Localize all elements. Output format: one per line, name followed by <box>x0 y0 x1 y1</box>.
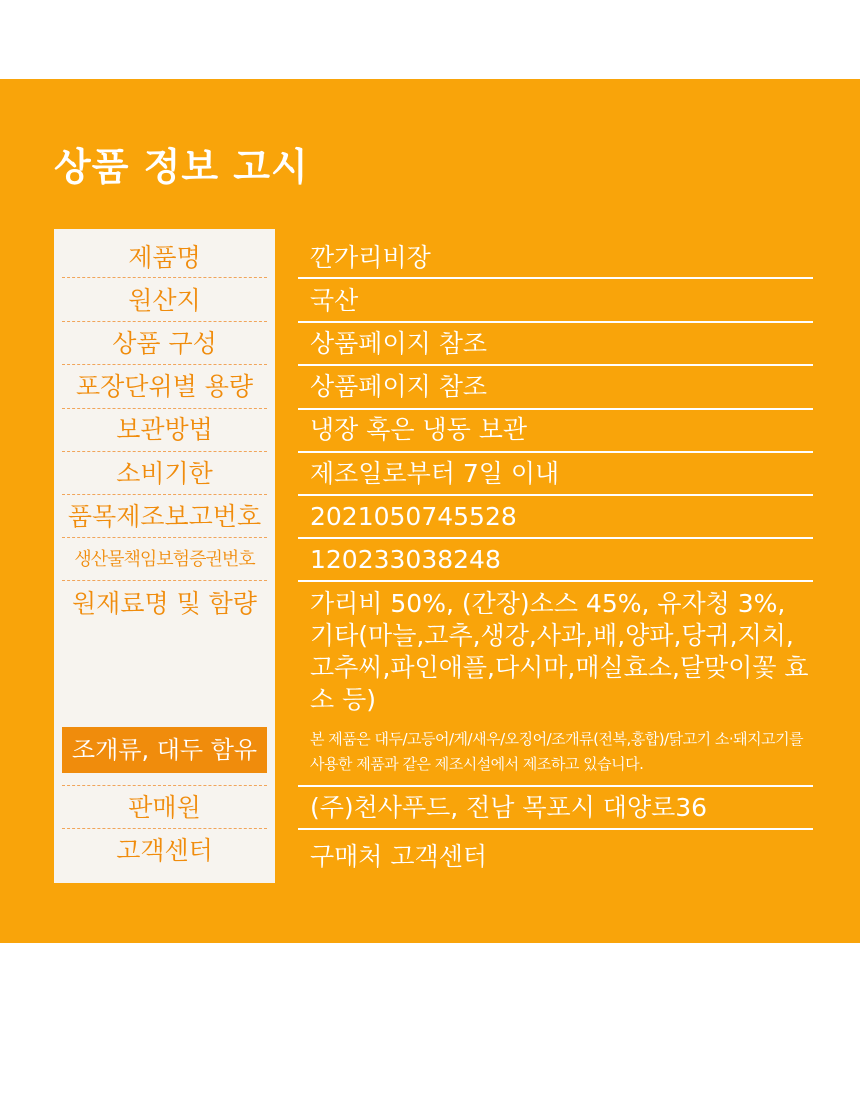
divider <box>62 451 267 452</box>
label-insurance-number: 생산물책임보험증권번호 <box>74 549 255 570</box>
divider <box>62 785 267 786</box>
divider <box>62 277 267 278</box>
label-seller: 판매원 <box>128 793 201 822</box>
value-report-number: 2021050745528 <box>310 502 517 531</box>
row-separator <box>298 277 813 279</box>
allergen-badge: 조개류, 대두 함유 <box>62 727 267 773</box>
divider <box>62 828 267 829</box>
value-product-name: 깐가리비장 <box>310 243 431 272</box>
value-expiry: 제조일로부터 7일 이내 <box>310 459 560 488</box>
label-ingredients: 원재료명 및 함량 <box>72 589 257 618</box>
page-title: 상품 정보 고시 <box>54 145 309 189</box>
divider <box>62 494 267 495</box>
row-separator <box>298 321 813 323</box>
row-separator <box>298 408 813 410</box>
label-product-name: 제품명 <box>128 243 201 272</box>
divider <box>62 537 267 538</box>
label-customer-center: 고객센터 <box>116 836 213 865</box>
divider <box>62 364 267 365</box>
label-package-size: 포장단위별 용량 <box>76 372 253 401</box>
label-expiry: 소비기한 <box>116 459 213 488</box>
label-report-number: 품목제조보고번호 <box>67 502 262 531</box>
label-origin: 원산지 <box>128 286 201 315</box>
value-package-size: 상품페이지 참조 <box>310 372 487 401</box>
row-separator <box>298 580 813 582</box>
value-composition: 상품페이지 참조 <box>310 329 487 358</box>
row-separator <box>298 785 813 787</box>
divider <box>62 408 267 409</box>
row-separator <box>298 537 813 539</box>
row-separator <box>298 828 813 830</box>
row-separator <box>298 451 813 453</box>
value-insurance-number: 120233038248 <box>310 545 501 574</box>
divider <box>62 580 267 581</box>
label-storage: 보관방법 <box>116 415 213 444</box>
value-seller: (주)천사푸드, 전남 목포시 대양로36 <box>310 793 708 822</box>
row-separator <box>298 364 813 366</box>
label-composition: 상품 구성 <box>112 329 217 358</box>
divider <box>62 321 267 322</box>
value-ingredients: 가리비 50%, (간장)소스 45%, 유자청 3%, 기타(마늘,고추,생강,사과,배,양파,당귀,지치, 고추씨,파인애플,다시마,매실효소,달맞이꽃 효소 등) <box>310 589 809 714</box>
value-customer-center: 구매처 고객센터 <box>310 842 487 871</box>
allergen-note: 본 제품은 대두/고등어/게/새우/오징어/조개류(전복,홍합)/닭고기 소·돼지고기를 사용한 제품과 같은 제조시설에서 제조하고 있습니다. <box>310 730 804 773</box>
row-separator <box>298 494 813 496</box>
value-storage: 냉장 혹은 냉동 보관 <box>310 415 528 444</box>
value-origin: 국산 <box>310 286 359 315</box>
